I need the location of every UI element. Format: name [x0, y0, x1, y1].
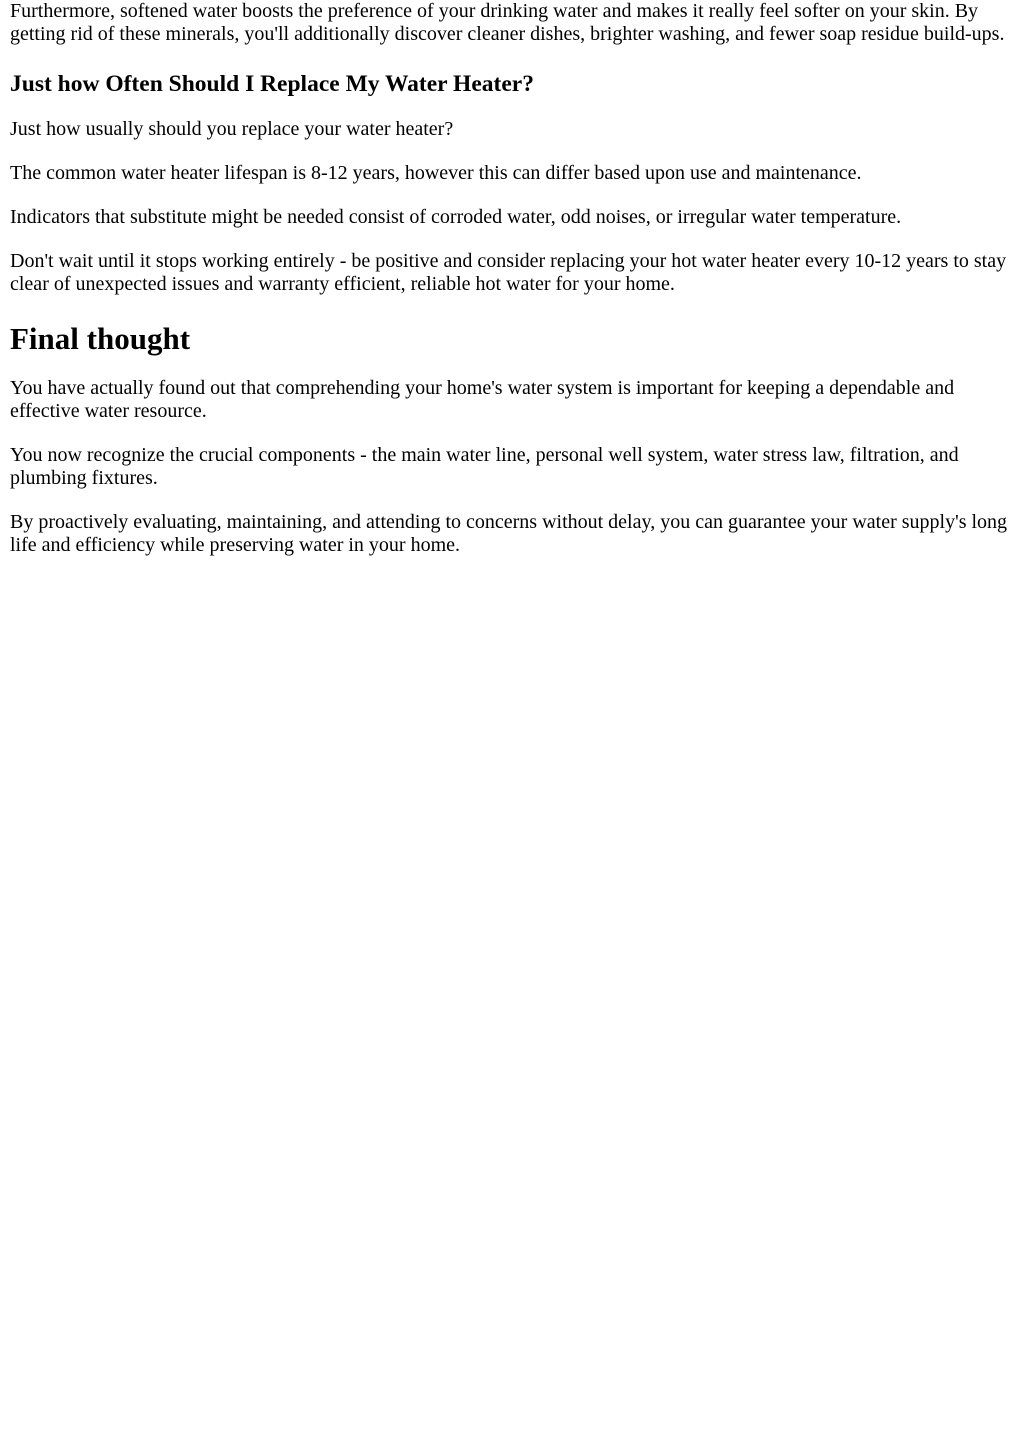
water-heater-paragraph-3: Indicators that substitute might be needed consist of corroded water, odd noises, or irregular water temperature.: [10, 206, 902, 228]
final-thought-paragraph-1: You have actually found out that comprehending your home's water system is important for keeping a dependable and effective water resource.: [10, 377, 955, 422]
water-heater-heading: Just how Often Should I Replace My Water Heater?: [10, 71, 534, 97]
intro-paragraph: Furthermore, softened water boosts the preference of your drinking water and makes it really feel softer on your skin. By getting rid of these minerals, you'll additionally discover cleaner dishes, brighter washing, and fewer soap residue build-ups.: [10, 0, 1005, 45]
article-page: [0, 0, 1024, 557]
water-heater-section: [10, 71, 1016, 296]
water-heater-paragraph-4: Don't wait until it stops working entirely - be positive and consider replacing your hot water heater every 10-12 years to stay clear of unexpected issues and warranty efficient, reliable hot water for your home.: [10, 250, 1007, 295]
final-thought-paragraph-3: By proactively evaluating, maintaining, and attending to concerns without delay, you can guarantee your water supply's long life and efficiency while preserving water in your home.: [10, 511, 1008, 556]
final-thought-paragraph-2: You now recognize the crucial components - the main water line, personal well system, water stress law, filtration, and plumbing fixtures.: [10, 444, 959, 489]
final-thought-section: [10, 321, 1016, 557]
water-heater-paragraph-1: Just how usually should you replace your water heater?: [10, 118, 454, 140]
water-heater-paragraph-2: The common water heater lifespan is 8-12 years, however this can differ based upon use and maintenance.: [10, 162, 862, 184]
final-thought-heading: Final thought: [10, 321, 191, 356]
